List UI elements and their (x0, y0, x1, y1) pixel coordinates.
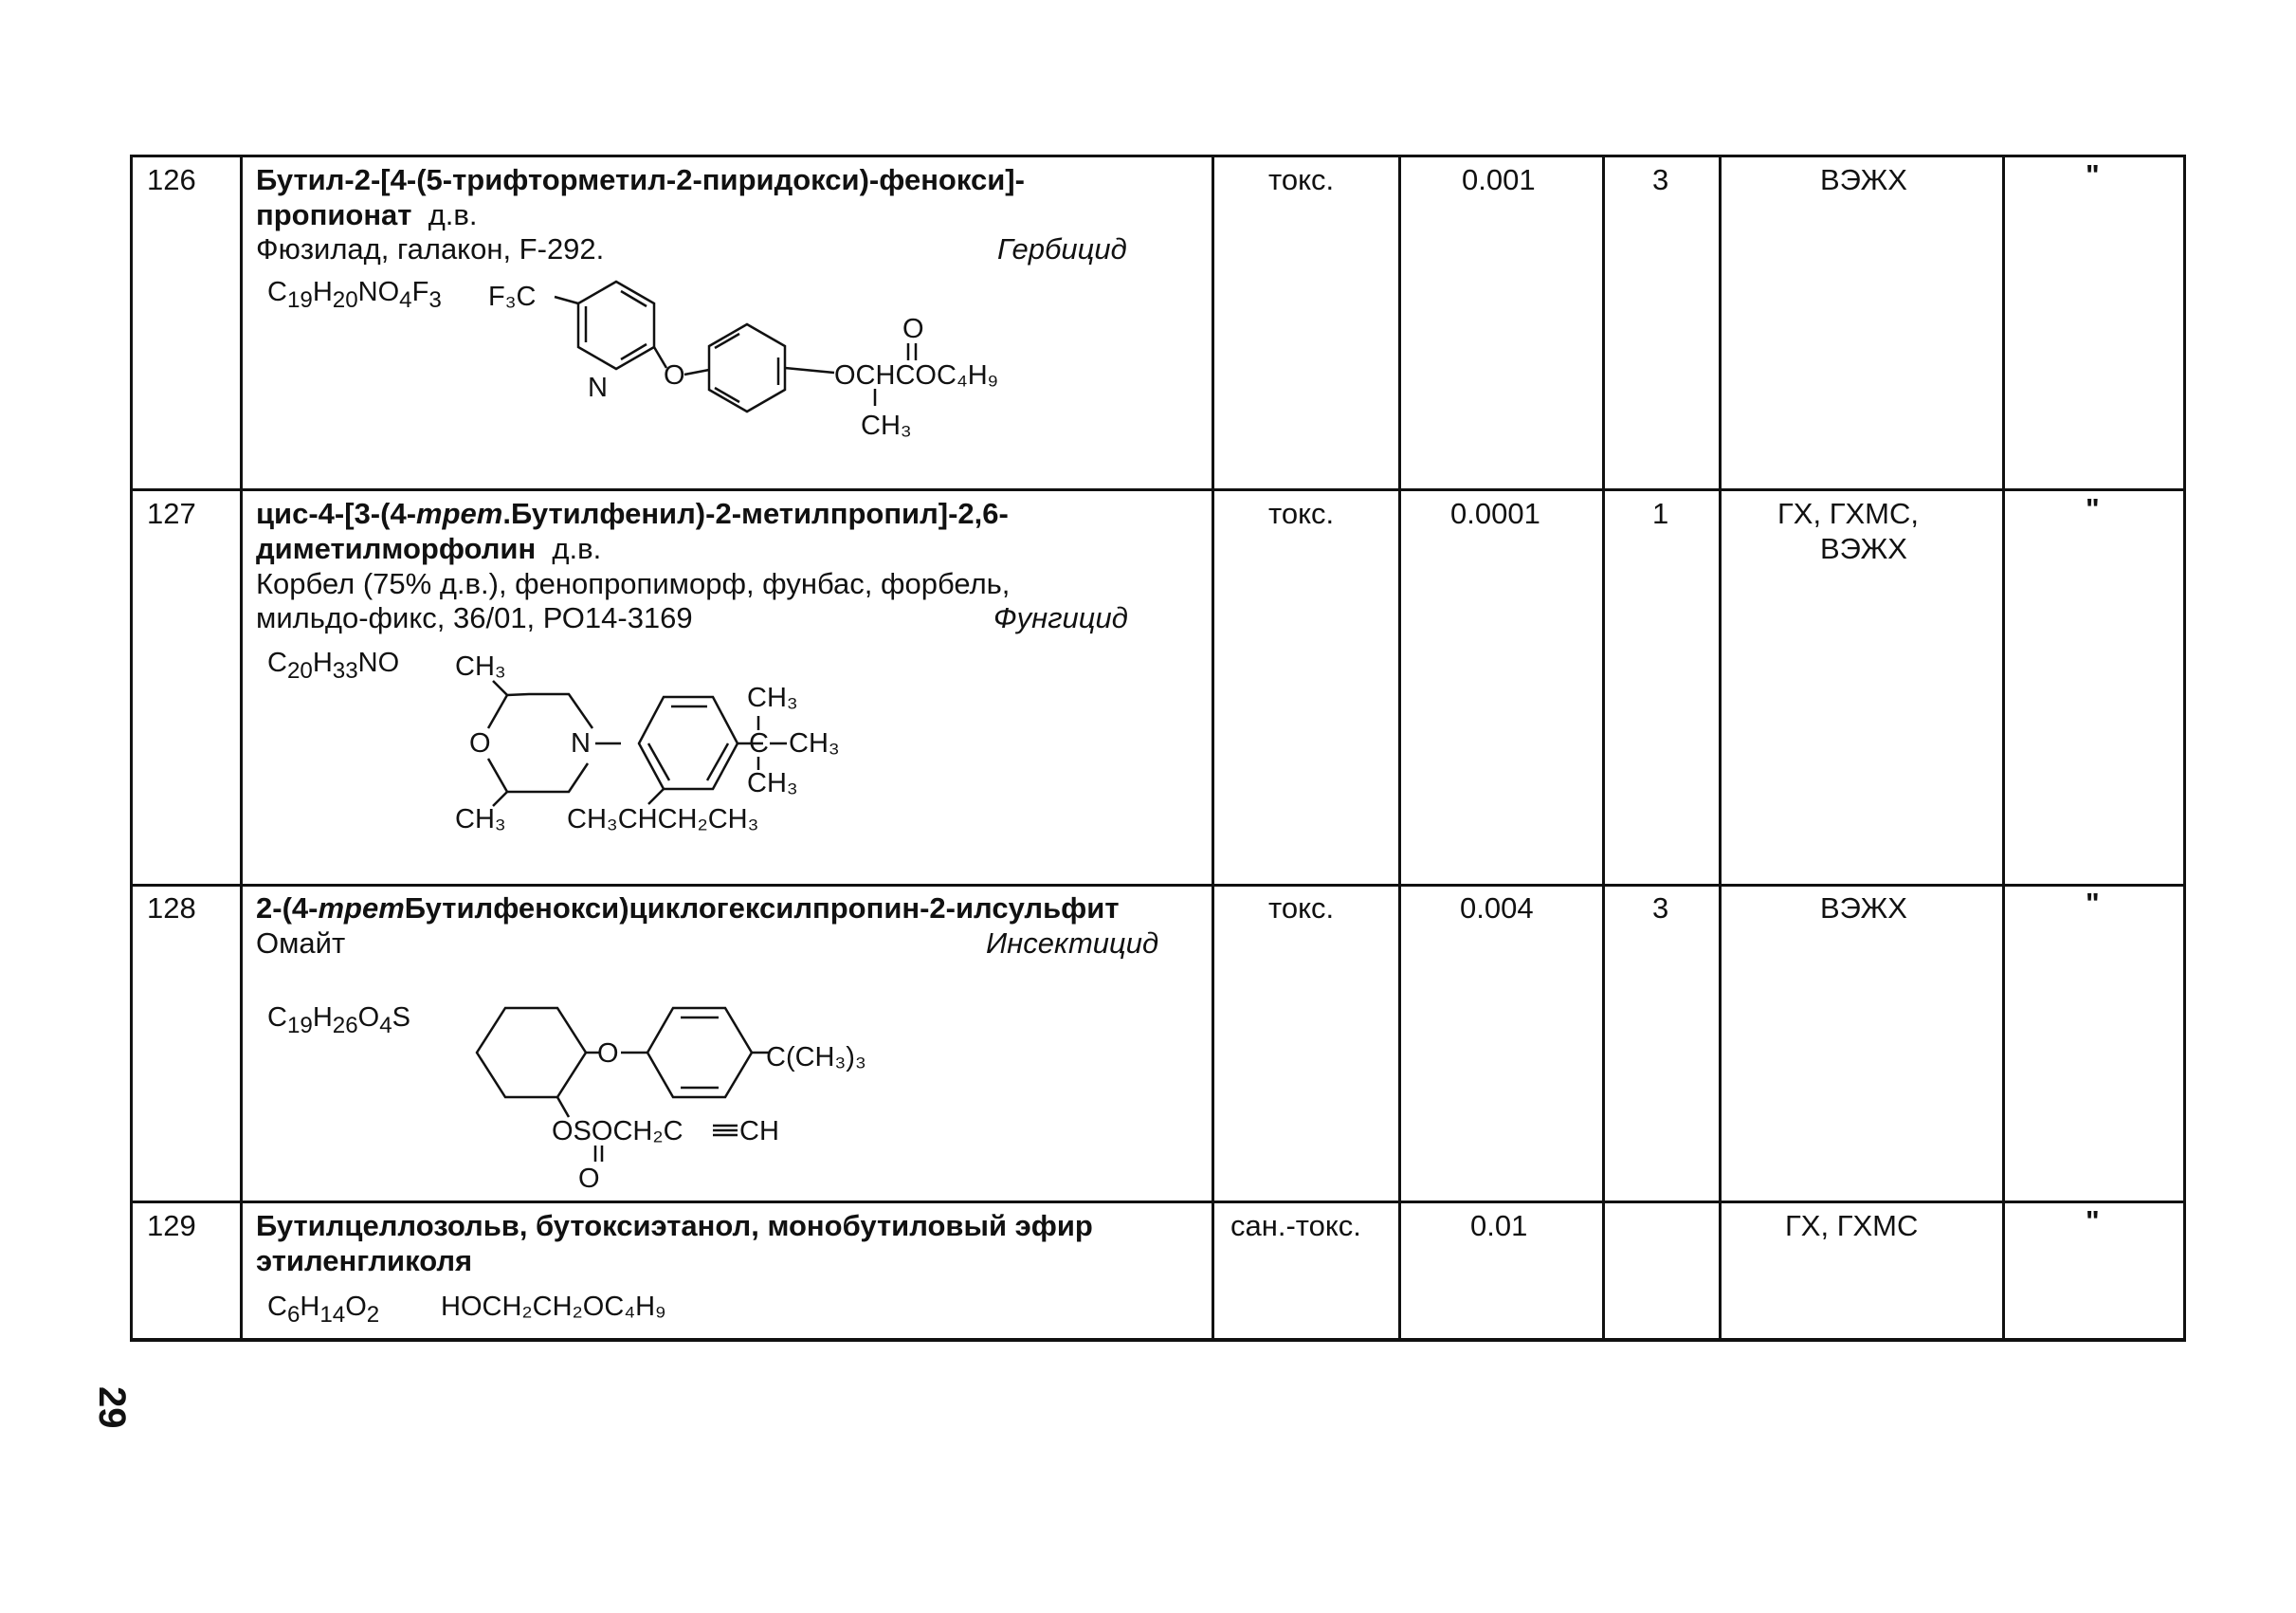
analysis-method: ГХ, ГХМС (1785, 1209, 1919, 1242)
row-number: 127 (147, 497, 196, 530)
tbu-bottom-label: CH₃ (747, 768, 798, 798)
hazard-class: 3 (1652, 163, 1669, 196)
cf3-label: F₃C (488, 282, 537, 312)
o-bridge-label: O (597, 1038, 619, 1069)
molecular-formula: $C_{19}H_{26}O_4S$ (267, 1002, 410, 1038)
concentration-value: 0.01 (1470, 1209, 1528, 1242)
row-number: 129 (147, 1209, 196, 1242)
ch3-label: CH₃ (861, 411, 912, 441)
substance-name-part: 2-(4- (256, 891, 319, 925)
substance-name-part: трет (318, 891, 405, 925)
o-label: O (469, 728, 491, 759)
indicator: сан.-токс. (1230, 1209, 1361, 1242)
sulfite-label: OSOCH₂C (552, 1116, 683, 1146)
row-number: 126 (147, 163, 196, 196)
analysis-method: ГХ, ГХМС, (1777, 497, 1919, 530)
indicator: токс. (1268, 891, 1335, 925)
substance-name-suffix: д.в. (552, 532, 602, 565)
substance-name-line1: Бутилцеллозольв, бутоксиэтанол, монобутиловый эфир (256, 1209, 1093, 1242)
substance-name-suffix: д.в. (428, 198, 478, 231)
tbu-right-label: CH₃ (789, 728, 840, 759)
synonyms: Омайт (256, 926, 346, 960)
ditto-mark: " (2086, 1204, 2100, 1237)
substance-name-line1: Бутил-2-[4-(5-трифторметил-2-пиридокси)-фенокси]- (256, 163, 1025, 196)
substance-name-part: Бутилфенокси)циклогексилпропин-2-илсульфит (404, 891, 1120, 925)
row-number: 128 (147, 891, 196, 925)
substance-name-part: диметилморфолин (256, 532, 537, 565)
o-bottom-label: O (578, 1164, 600, 1194)
molecular-formula: $C_6H_{14}O_2$ (267, 1292, 380, 1328)
ditto-mark: " (2086, 158, 2100, 192)
carbonyl-o-label: O (902, 314, 924, 344)
substance-name-part: цис-4-[3-(4- (256, 497, 417, 530)
pesticide-category: Инсектицид (986, 926, 1159, 960)
synonyms: Корбел (75% д.в.), фенопропиморф, фунбас, форбель, (256, 567, 1011, 600)
ch3-top-label: CH₃ (455, 651, 506, 682)
concentration-value: 0.004 (1460, 891, 1534, 925)
hazard-class: 1 (1652, 497, 1669, 530)
ch3-bottom-label: CH₃ (455, 804, 506, 834)
pesticide-category: Гербицид (997, 232, 1127, 266)
page-number: 29 (91, 1386, 133, 1429)
triple-ch-label: CH (739, 1116, 779, 1146)
indicator: токс. (1268, 163, 1335, 196)
structural-formula: HOCH₂CH₂OC₄H₉ (441, 1292, 666, 1322)
substance-name-line2: этиленгликоля (256, 1244, 473, 1277)
tbu-label: C(CH₃)₃ (766, 1042, 866, 1072)
analysis-method: ВЭЖХ (1820, 891, 1907, 925)
n-label: N (588, 373, 608, 403)
analysis-method: ВЭЖХ (1820, 532, 1907, 565)
analysis-method: ВЭЖХ (1820, 163, 1907, 196)
ditto-mark: " (2086, 887, 2100, 920)
substance-name-part: трет (416, 497, 503, 530)
hazard-class: 3 (1652, 891, 1669, 925)
concentration-value: 0.0001 (1450, 497, 1540, 530)
synonyms: Фюзилад, галакон, F-292. (256, 232, 605, 266)
side-chain-label: CH₃CHCH₂CH₃ (567, 804, 759, 834)
substance-name-part: пропионат (256, 198, 412, 231)
indicator: токс. (1268, 497, 1335, 530)
concentration-value: 0.001 (1462, 163, 1536, 196)
ditto-mark: " (2086, 492, 2100, 525)
substance-name-part: .Бутилфенил)-2-метилпропил]-2,6- (502, 497, 1009, 530)
molecular-formula: $C_{19}H_{20}NO_4F_3$ (267, 277, 442, 313)
n-label: N (571, 728, 591, 759)
tbu-c-label: C (749, 728, 769, 759)
synonyms: мильдо-фикс, 36/01, РО14-3169 (256, 601, 693, 634)
tbu-top-label: CH₃ (747, 683, 798, 713)
chain-label: OCHCOC₄H₉ (834, 360, 999, 391)
molecular-formula: $C_{20}H_{33}NO$ (267, 648, 400, 684)
pesticide-category: Фунгицид (993, 601, 1128, 634)
o-label: O (664, 360, 685, 391)
